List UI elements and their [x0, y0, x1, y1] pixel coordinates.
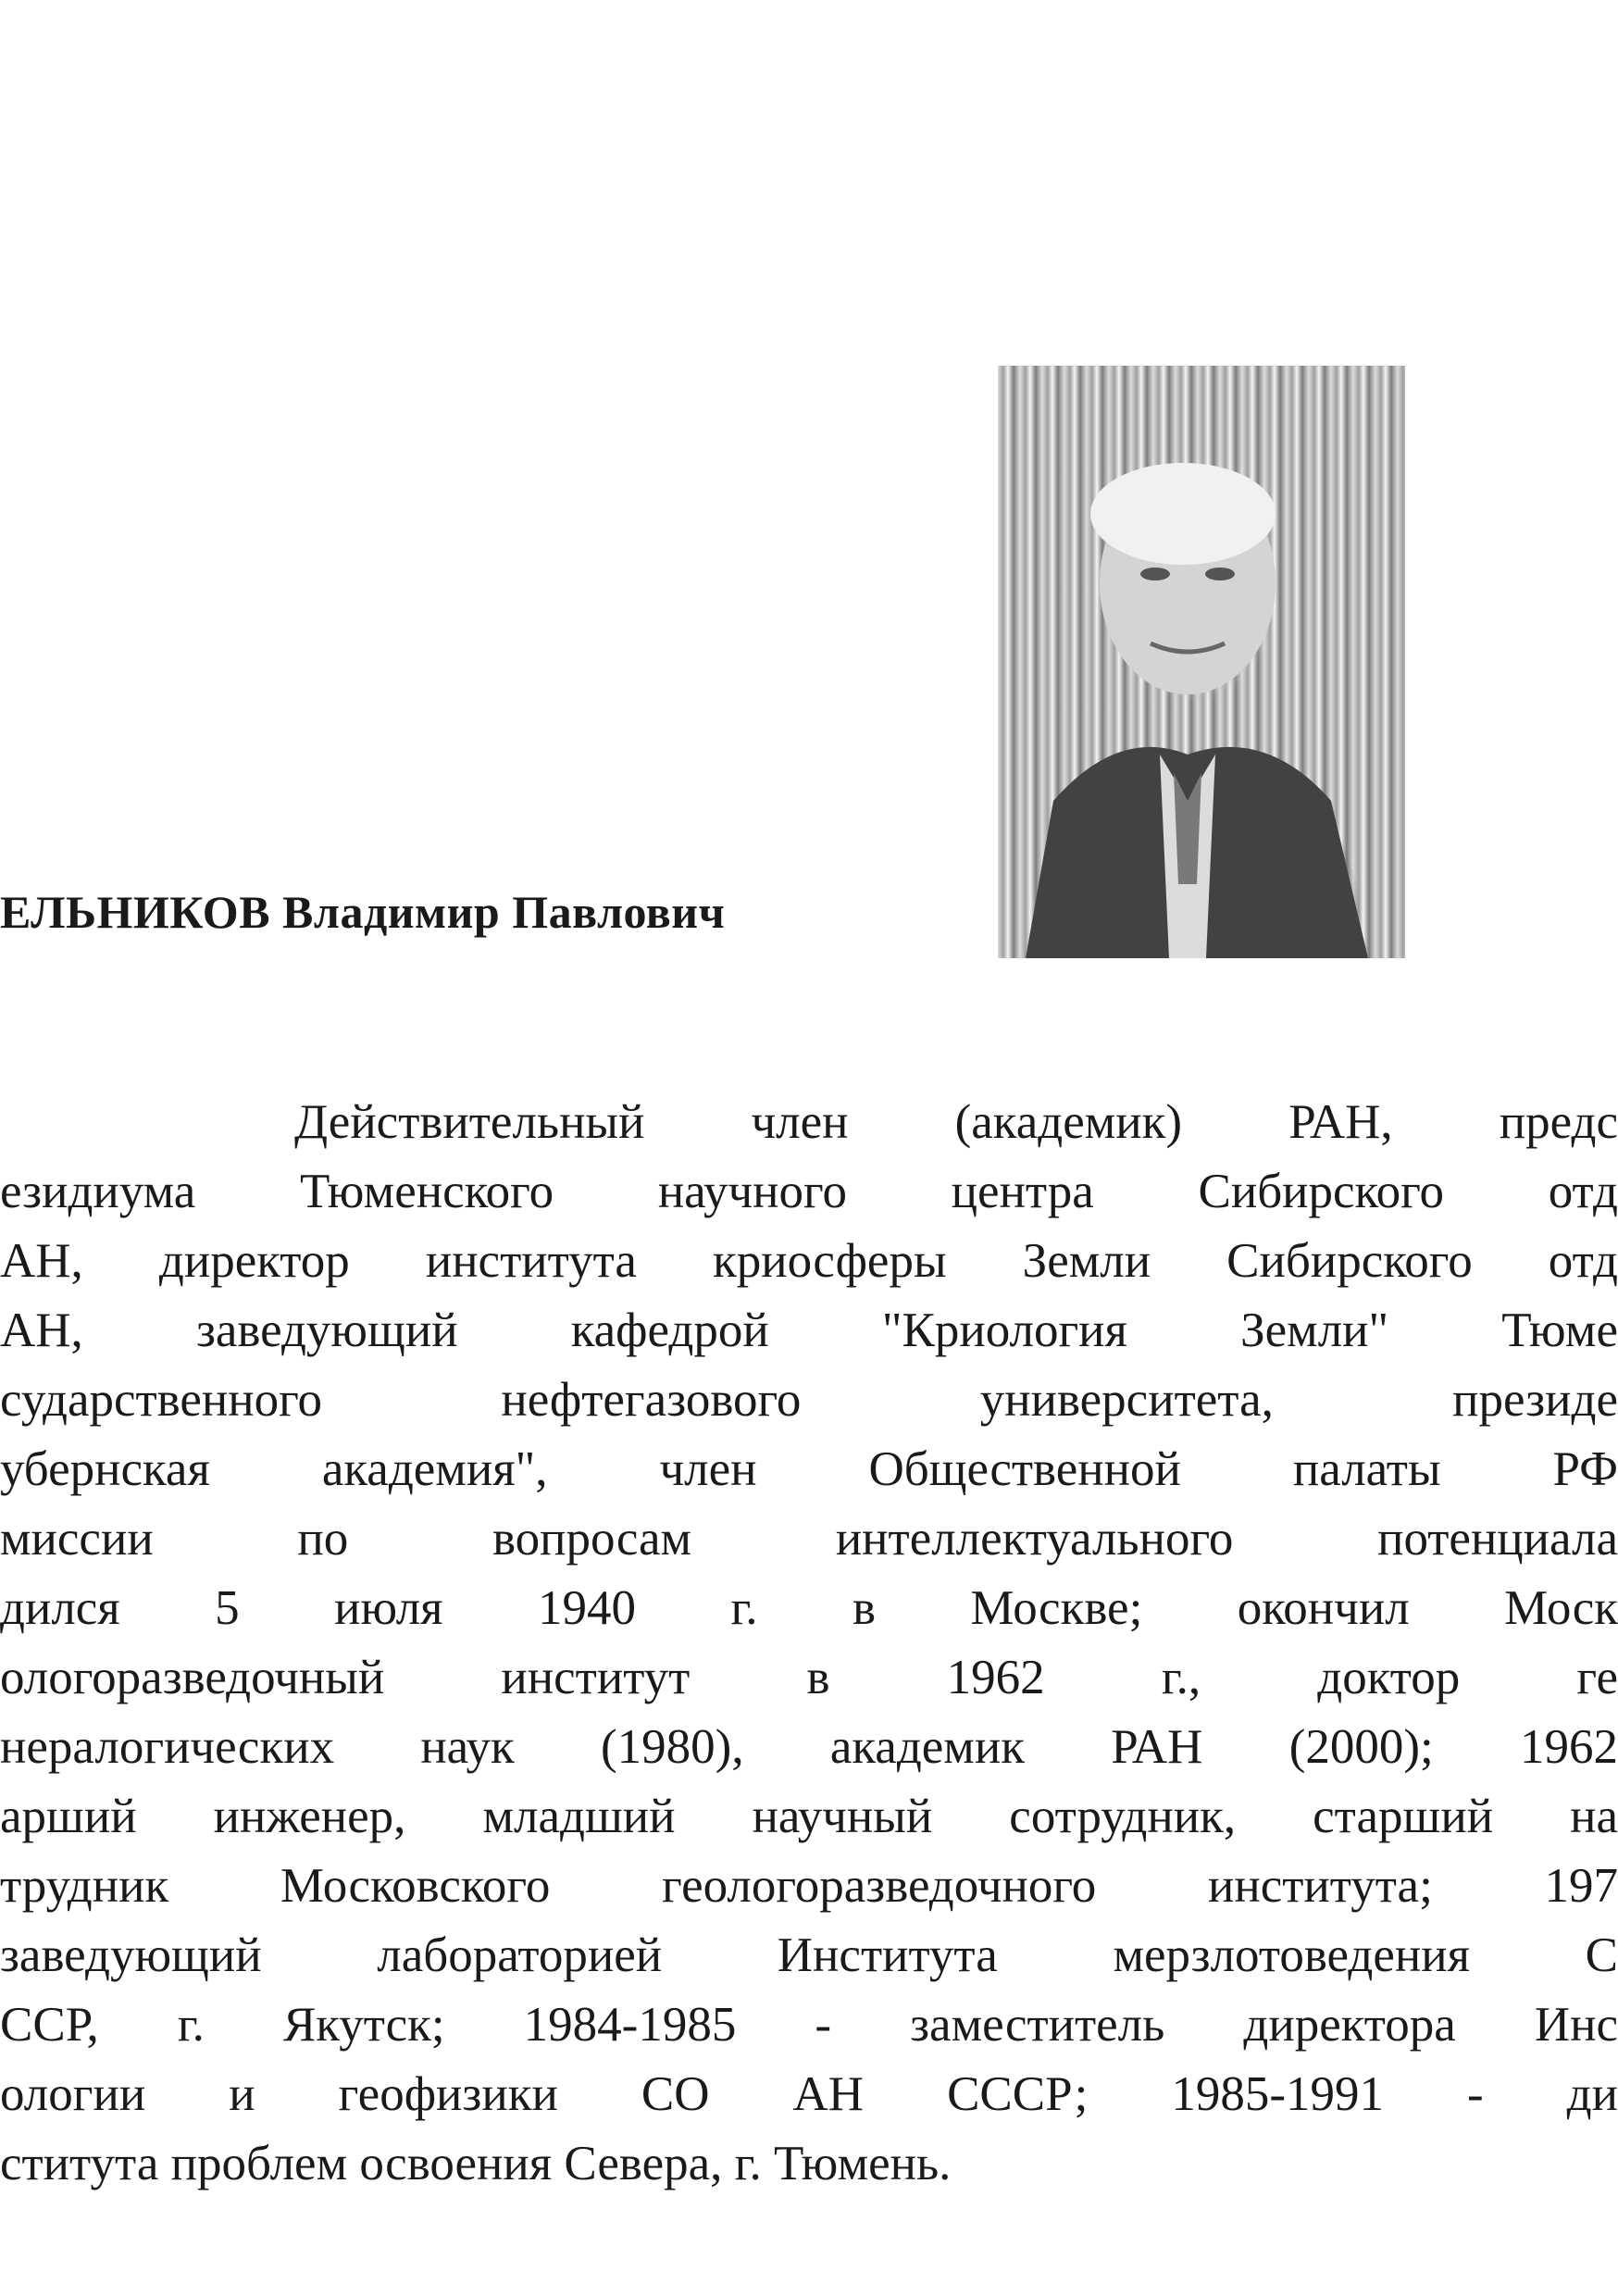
biography-line: АН, заведующий кафедрой "Криология Земли" Тюме: [0, 1304, 1618, 1357]
portrait-figure: [998, 366, 1405, 958]
biography-line: сударственного нефтегазового университета, президе: [0, 1373, 1618, 1427]
biography-line: нералогических наук (1980), академик РАН (2000); 1962: [0, 1720, 1618, 1774]
biography-line: миссии по вопросам интеллектуального потенциала: [0, 1512, 1618, 1566]
biography-line: дился 5 июля 1940 г. в Москве; окончил Моск: [0, 1581, 1618, 1635]
biography-paragraph: [0, 1088, 1618, 2199]
biography-line: АН, директор института криосферы Земли Сибирского отд: [0, 1234, 1618, 1288]
biography-line: трудник Московского геологоразведочного института; 197: [0, 1859, 1618, 1913]
biography-line: ССР, г. Якутск; 1984-1985 - заместитель директора Инс: [0, 1998, 1618, 2052]
biography-line: убернская академия", член Общественной палаты РФ: [0, 1442, 1618, 1496]
portrait-photo: [998, 366, 1405, 958]
biography-line: арший инженер, младший научный сотрудник, старший на: [0, 1790, 1618, 1843]
biography-line: ологоразведочный институт в 1962 г., доктор ге: [0, 1651, 1618, 1704]
biography-line: ститута проблем освоения Севера, г. Тюмень.: [0, 2137, 952, 2190]
person-name-heading: ЕЛЬНИКОВ Владимир Павлович: [0, 886, 726, 938]
biography-line: Действительный член (академик) РАН, предс: [294, 1095, 1618, 1149]
biography-line: ологии и геофизики СО АН СССР; 1985-1991 - ди: [0, 2067, 1618, 2121]
biography-line: езидиума Тюменского научного центра Сибирского отд: [0, 1165, 1618, 1218]
biography-line: заведующий лабораторией Института мерзлотоведения С: [0, 1928, 1618, 1982]
